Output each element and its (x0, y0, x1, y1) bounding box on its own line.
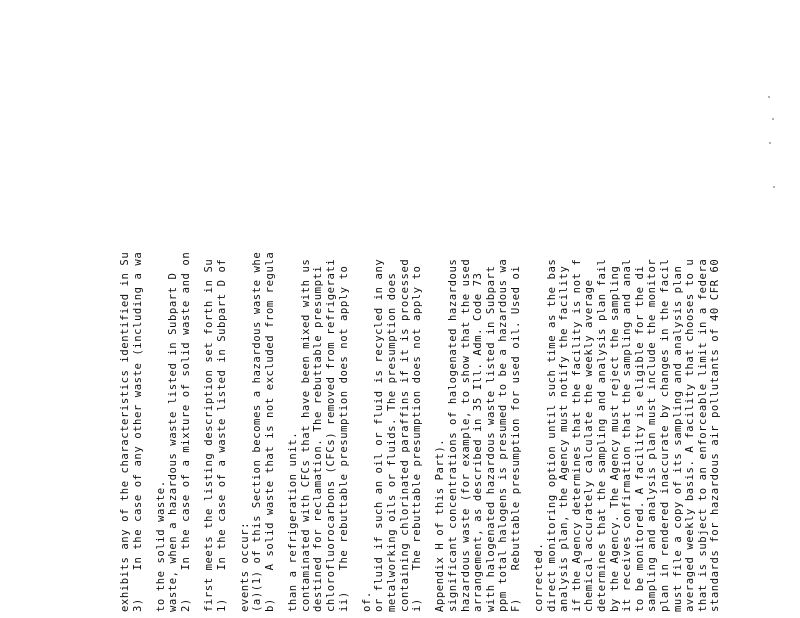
text-line: of. (360, 591, 373, 612)
text-line: ppm total halogens is presumed to be a hazardous wa (497, 258, 510, 612)
text-line: containing chlorinated paraffins if it is processed (398, 258, 411, 612)
text-line: 1) In the case of a waste listed in Subpart D of (215, 258, 228, 612)
text-line: than a refrigeration unit. (287, 431, 300, 612)
text-line: i) The rebuttable presumption does not apply to (411, 265, 424, 612)
text-line: averaged weekly basis. A facility that chooses to u (684, 258, 697, 612)
paragraph-gap (144, 0, 155, 612)
text-line: arrangement, as described in 35 Ill. Adm. Code 73 (472, 272, 485, 612)
text-line: standards for hazardous air pollutants of 40 CFR 60 (709, 258, 722, 612)
text-line: to be monitored. A facility is eligible for the di (633, 265, 646, 612)
text-line: plan in rendered inaccurate by changes in the facil (659, 258, 672, 612)
text-line: analysis plan, the Agency must notify the facility (558, 265, 571, 612)
paragraph-gap (424, 0, 435, 612)
text-line: or fluid if such an oil or fluid is recycled in any (373, 258, 386, 612)
text-line: that is subject to an enforceable limit in a federa (696, 258, 709, 612)
text-line: by the Agency. The Agency must reject the sampling (608, 265, 621, 612)
paragraph-gap (523, 0, 534, 612)
text-line: 2) In the case of a mixture of solid waste and on (179, 251, 192, 612)
text-line: it receives confirmation that the sampling and anal (621, 258, 634, 612)
text-line: direct monitoring option until such time as the bas (545, 258, 558, 612)
paragraph-gap (228, 0, 239, 612)
scan-specks (766, 90, 780, 200)
rotated-text-block (82, 0, 722, 618)
text-line: contaminated with CFCs that have been mixed with us (299, 258, 312, 612)
text-line: b) A solid waste that is not excluded from regula (264, 251, 277, 612)
paragraph-gap (192, 0, 203, 612)
text-line: corrected. (533, 542, 546, 612)
text-line: if the Agency determines that the facility is not f (570, 258, 583, 612)
text-line: with halogenated hazardous waste listed in Subpart (484, 265, 497, 612)
text-line: first meets the listing description set forth in Su (203, 258, 216, 612)
text-line: 3) In the case of any other waste (including a wa (131, 251, 144, 612)
text-line: ii) The rebuttable presumption does not apply to (337, 265, 350, 612)
text-line: must file a copy of its sampling and analysis plan (671, 265, 684, 612)
text-line: events occur: (238, 521, 251, 612)
text-line: (a)(1) of this Section becomes a hazardous waste whe (251, 251, 264, 612)
text-line: to the solid waste. (154, 480, 167, 612)
text-line: F) Rebuttable presumption for used oil. Used oi (509, 265, 522, 612)
text-line: destined for reclamation. The rebuttable presumpti (312, 265, 325, 612)
text-line: hazardous waste (for example, to show that the used (459, 258, 472, 612)
paragraph-gap (277, 0, 288, 612)
text-line: metalworking oils or fluids. The presumption does (385, 272, 398, 612)
paragraph-gap (350, 0, 361, 612)
text-line: determines that the sampling and analysis plan fail (596, 258, 609, 612)
document-text (82, 0, 722, 618)
text-line: waste, when a hazardous waste listed in Subpart D (167, 272, 180, 612)
text-line: sampling and analysis plan must include the monitor (646, 258, 659, 612)
text-line: exhibits any of the characteristics identified in Su (118, 251, 131, 612)
text-line: significant concentrations of halogenated hazardous (446, 258, 459, 612)
text-line: chemical accurately calculate the weekly average (583, 279, 596, 612)
text-line: chlorofluorocarbons (CFCs) removed from refrigerati (325, 258, 337, 612)
text-line: Appendix H of this Part). (434, 438, 447, 612)
